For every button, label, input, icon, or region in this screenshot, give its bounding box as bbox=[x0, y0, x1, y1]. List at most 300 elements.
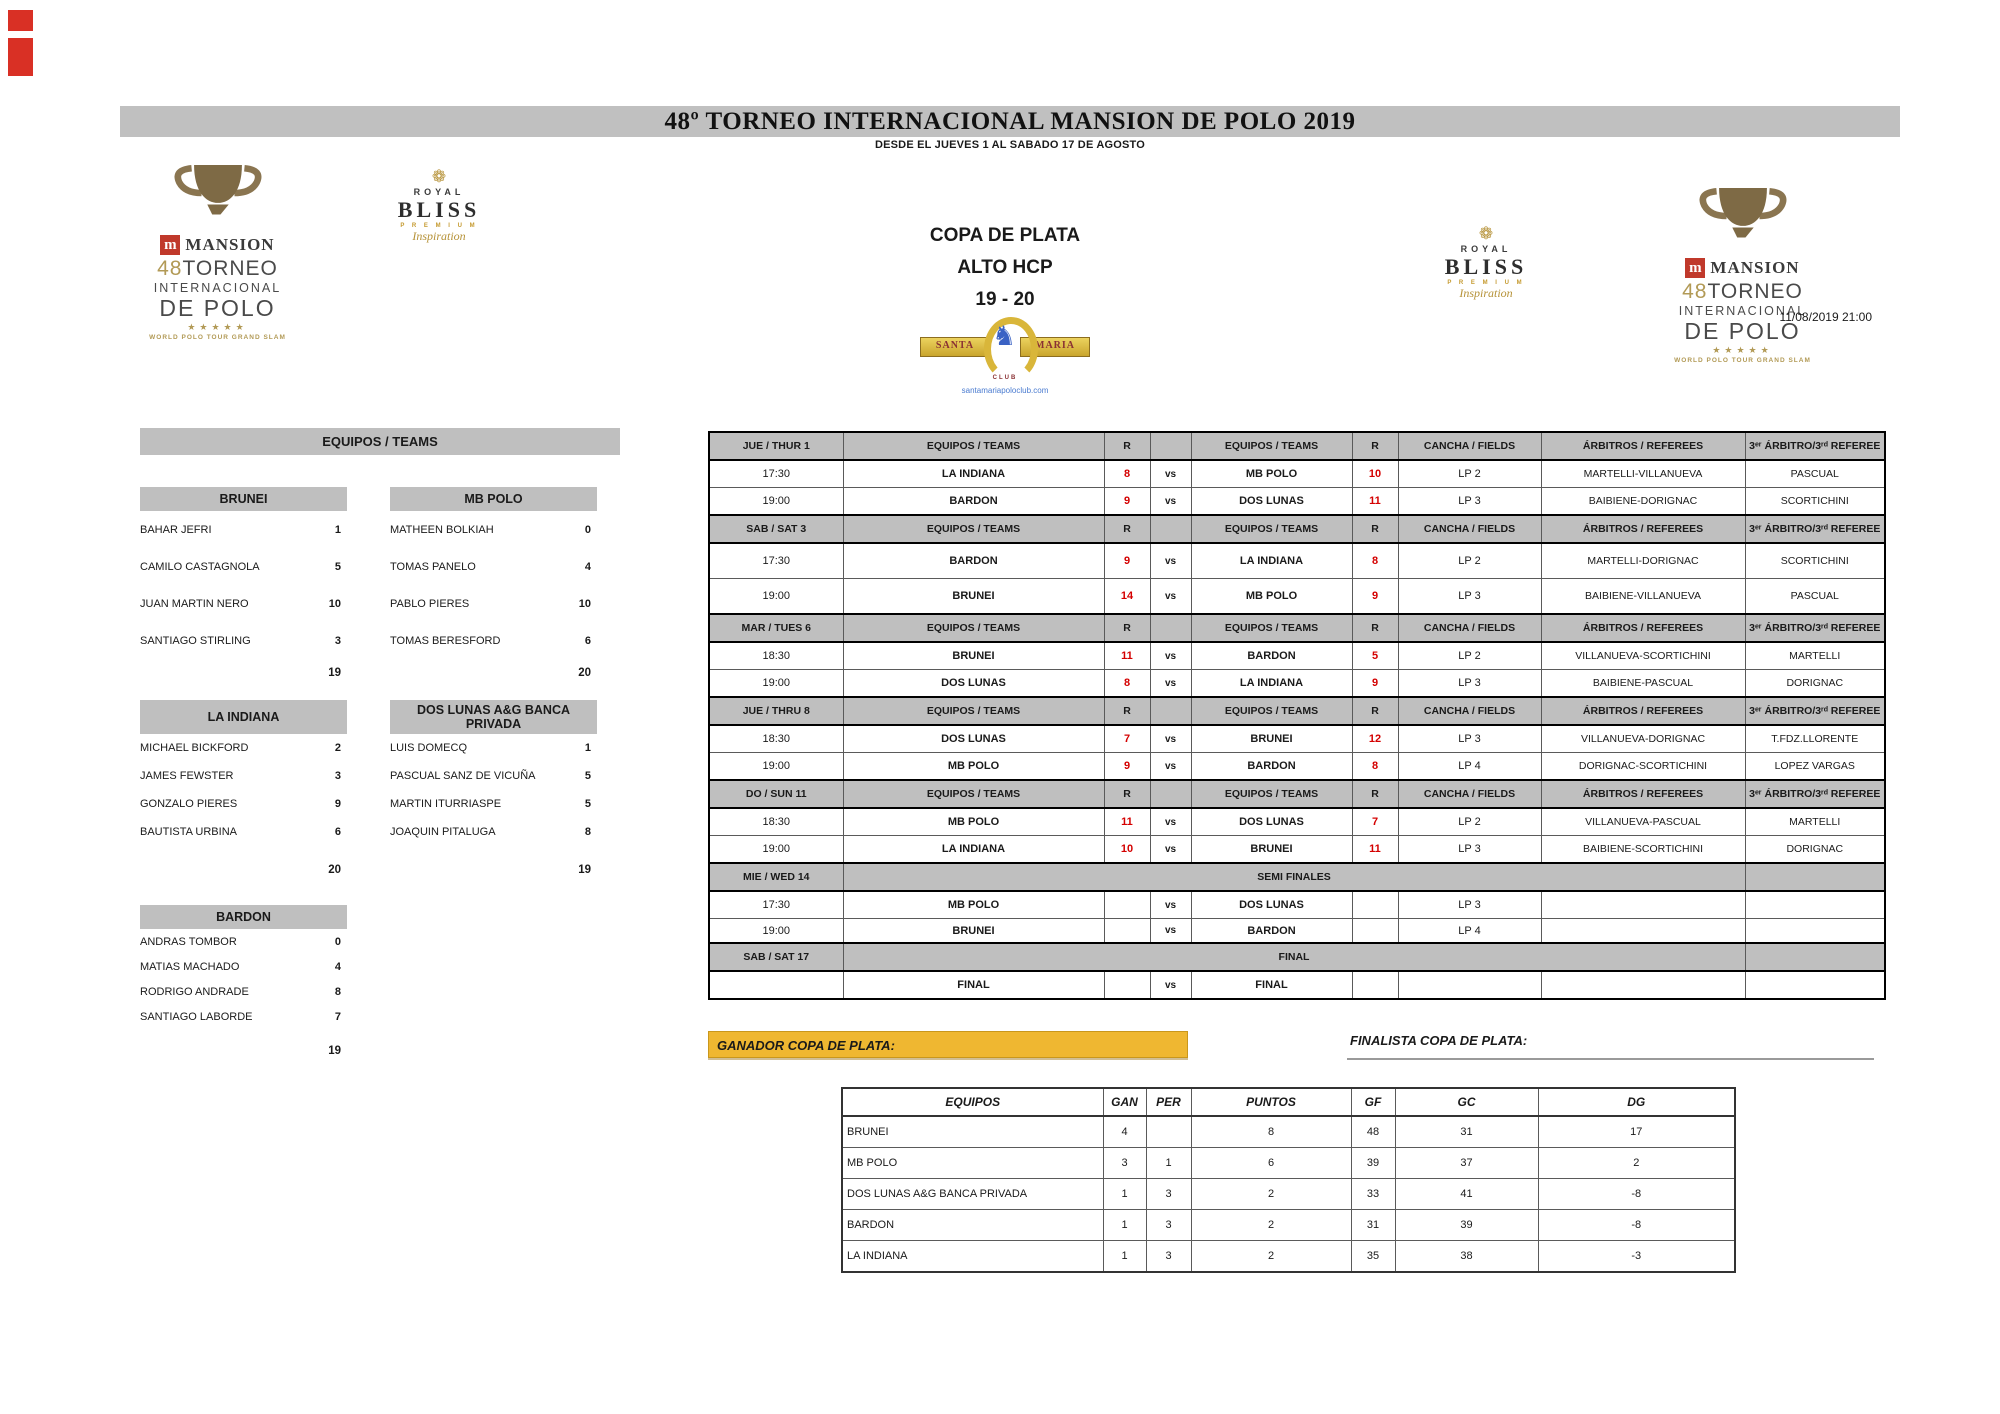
page-subtitle: DESDE EL JUEVES 1 AL SABADO 17 DE AGOSTO bbox=[874, 139, 1146, 151]
standings-value: 39 bbox=[1395, 1210, 1538, 1241]
phase-banner: FINAL bbox=[843, 943, 1745, 971]
mansion-wordmark: MANSION bbox=[185, 234, 275, 254]
day-label: DO / SUN 11 bbox=[709, 780, 843, 808]
premium-label: P R E M I U M bbox=[1447, 280, 1525, 287]
standings-value: 48 bbox=[1351, 1116, 1395, 1148]
player-row bbox=[390, 790, 597, 818]
player-handicap: 4 bbox=[334, 960, 341, 973]
player-row bbox=[140, 585, 347, 622]
away-score bbox=[1352, 971, 1398, 999]
standings-row bbox=[842, 1241, 1735, 1273]
vs-label: vs bbox=[1150, 579, 1191, 615]
player-name: PASCUAL SANZ DE VICUÑA bbox=[390, 770, 536, 782]
field bbox=[1398, 971, 1541, 999]
player-row bbox=[390, 548, 597, 585]
standings-header-cell: PER bbox=[1146, 1088, 1191, 1116]
field: LP 2 bbox=[1398, 642, 1541, 670]
referees: MARTELLI-DORIGNAC bbox=[1541, 543, 1745, 579]
team-header: MB POLO bbox=[390, 487, 597, 511]
player-row bbox=[140, 979, 347, 1004]
match-time: 17:30 bbox=[709, 460, 843, 488]
player-row bbox=[390, 762, 597, 790]
mansion-torneo: 48TORNEO bbox=[157, 256, 278, 280]
team-roster-la-indiana bbox=[140, 700, 347, 876]
home-score: 9 bbox=[1104, 488, 1150, 516]
standings-header-row bbox=[842, 1088, 1735, 1116]
field: LP 2 bbox=[1398, 460, 1541, 488]
col-fields: CANCHA / FIELDS bbox=[1398, 614, 1541, 642]
away-team: BRUNEI bbox=[1191, 836, 1352, 864]
event-heading bbox=[860, 222, 1150, 318]
home-score bbox=[1104, 919, 1150, 944]
away-score: 10 bbox=[1352, 460, 1398, 488]
referees bbox=[1541, 891, 1745, 919]
player-handicap: 10 bbox=[328, 597, 341, 610]
referees: MARTELLI-VILLANUEVA bbox=[1541, 460, 1745, 488]
home-score: 14 bbox=[1104, 579, 1150, 615]
team-total: 20 bbox=[328, 864, 341, 876]
home-score: 11 bbox=[1104, 642, 1150, 670]
team-total: 19 bbox=[328, 667, 341, 679]
team-header: LA INDIANA bbox=[140, 700, 347, 734]
standings-value: 3 bbox=[1146, 1241, 1191, 1273]
col-r: R bbox=[1104, 697, 1150, 725]
player-row bbox=[390, 585, 597, 622]
away-team: MB POLO bbox=[1191, 460, 1352, 488]
away-team: BARDON bbox=[1191, 919, 1352, 944]
player-name: PABLO PIERES bbox=[390, 597, 470, 610]
handicap-range: 19 - 20 bbox=[975, 289, 1035, 310]
away-score: 9 bbox=[1352, 579, 1398, 615]
home-team: BRUNEI bbox=[843, 642, 1104, 670]
mansion-de-polo: DE POLO bbox=[159, 294, 276, 321]
team-header: BARDON bbox=[140, 905, 347, 929]
referees: BAIBIENE-PASCUAL bbox=[1541, 670, 1745, 698]
vs-label: vs bbox=[1150, 460, 1191, 488]
away-score: 9 bbox=[1352, 670, 1398, 698]
standings-value: 2 bbox=[1191, 1210, 1351, 1241]
away-team: MB POLO bbox=[1191, 579, 1352, 615]
home-score: 8 bbox=[1104, 460, 1150, 488]
col-teams: EQUIPOS / TEAMS bbox=[843, 432, 1104, 460]
standings-team: LA INDIANA bbox=[842, 1241, 1103, 1273]
mansion-logo bbox=[1655, 183, 1830, 364]
flower-icon: ❁ bbox=[431, 167, 447, 186]
third-referee: MARTELLI bbox=[1745, 642, 1885, 670]
col-referees: ÁRBITROS / REFEREES bbox=[1541, 697, 1745, 725]
vs-label: vs bbox=[1150, 808, 1191, 836]
field: LP 2 bbox=[1398, 543, 1541, 579]
match-time: 18:30 bbox=[709, 808, 843, 836]
standings-value: 39 bbox=[1351, 1148, 1395, 1179]
player-handicap: 7 bbox=[334, 1010, 341, 1023]
home-team: LA INDIANA bbox=[843, 460, 1104, 488]
vs-label: vs bbox=[1150, 725, 1191, 753]
match-row bbox=[709, 460, 1885, 488]
day-label: MIE / WED 14 bbox=[709, 863, 843, 891]
referees: DORIGNAC-SCORTICHINI bbox=[1541, 753, 1745, 781]
teams-panel-header: EQUIPOS / TEAMS bbox=[140, 428, 620, 455]
home-score: 9 bbox=[1104, 543, 1150, 579]
third-referee: SCORTICHINI bbox=[1745, 488, 1885, 516]
match-time bbox=[709, 971, 843, 999]
referees: VILLANUEVA-DORIGNAC bbox=[1541, 725, 1745, 753]
third-referee: DORIGNAC bbox=[1745, 670, 1885, 698]
standings-header-cell: GC bbox=[1395, 1088, 1538, 1116]
col-vs bbox=[1150, 697, 1191, 725]
standings-value: 1 bbox=[1146, 1148, 1191, 1179]
finalista-underline bbox=[1347, 1058, 1874, 1060]
col-referees: ÁRBITROS / REFEREES bbox=[1541, 780, 1745, 808]
schedule-table bbox=[708, 431, 1886, 1000]
player-name: ANDRAS TOMBOR bbox=[140, 935, 237, 948]
home-team: BRUNEI bbox=[843, 919, 1104, 944]
home-score: 9 bbox=[1104, 753, 1150, 781]
red-corner-mark bbox=[8, 10, 33, 31]
third-referee bbox=[1745, 891, 1885, 919]
player-handicap: 0 bbox=[584, 523, 591, 536]
standings-header-cell: GF bbox=[1351, 1088, 1395, 1116]
home-score bbox=[1104, 891, 1150, 919]
phase-banner: SEMI FINALES bbox=[843, 863, 1745, 891]
player-row bbox=[140, 954, 347, 979]
standings-value: 2 bbox=[1191, 1241, 1351, 1273]
match-time: 18:30 bbox=[709, 642, 843, 670]
third-referee bbox=[1745, 971, 1885, 999]
player-handicap: 5 bbox=[334, 560, 341, 573]
standings-value: 1 bbox=[1103, 1241, 1146, 1273]
third-referee: PASCUAL bbox=[1745, 579, 1885, 615]
away-score: 8 bbox=[1352, 543, 1398, 579]
cup-name: COPA DE PLATA bbox=[929, 225, 1081, 246]
vs-label: vs bbox=[1150, 971, 1191, 999]
mansion-m-badge: m bbox=[1685, 258, 1705, 278]
col-teams: EQUIPOS / TEAMS bbox=[843, 697, 1104, 725]
standings-value: 35 bbox=[1351, 1241, 1395, 1273]
standings-value: 31 bbox=[1395, 1116, 1538, 1148]
standings-team: BARDON bbox=[842, 1210, 1103, 1241]
player-handicap: 9 bbox=[334, 798, 341, 810]
bliss-label: BLISS bbox=[397, 196, 481, 222]
match-row bbox=[709, 642, 1885, 670]
empty-cell bbox=[1745, 863, 1885, 891]
ganador-banner: GANADOR COPA DE PLATA: bbox=[708, 1031, 1188, 1058]
home-team: MB POLO bbox=[843, 753, 1104, 781]
away-score: 11 bbox=[1352, 488, 1398, 516]
away-score: 8 bbox=[1352, 753, 1398, 781]
away-team: BARDON bbox=[1191, 753, 1352, 781]
col-third-referee: 3ᵉʳ ÁRBITRO/3ʳᵈ REFEREE bbox=[1745, 432, 1885, 460]
player-handicap: 8 bbox=[334, 985, 341, 998]
player-handicap: 4 bbox=[584, 560, 591, 573]
flower-icon: ❁ bbox=[1478, 224, 1494, 243]
player-handicap: 1 bbox=[584, 742, 591, 754]
trophy-icon bbox=[168, 213, 268, 230]
col-r: R bbox=[1352, 780, 1398, 808]
player-row bbox=[140, 511, 347, 548]
standings-value: 4 bbox=[1103, 1116, 1146, 1148]
royal-label: ROYAL bbox=[1460, 244, 1512, 254]
santa-maria-logo bbox=[860, 315, 1150, 395]
player-name: RODRIGO ANDRADE bbox=[140, 985, 249, 998]
standings-value: -8 bbox=[1538, 1179, 1735, 1210]
standings-team: BRUNEI bbox=[842, 1116, 1103, 1148]
away-score: 5 bbox=[1352, 642, 1398, 670]
player-row bbox=[390, 622, 597, 659]
maria-banner: MARIA bbox=[1020, 337, 1090, 357]
third-referee bbox=[1745, 919, 1885, 944]
player-name: SANTIAGO LABORDE bbox=[140, 1010, 253, 1023]
vs-label: vs bbox=[1150, 543, 1191, 579]
home-team: BRUNEI bbox=[843, 579, 1104, 615]
col-fields: CANCHA / FIELDS bbox=[1398, 780, 1541, 808]
home-team: MB POLO bbox=[843, 891, 1104, 919]
field: LP 3 bbox=[1398, 488, 1541, 516]
player-handicap: 2 bbox=[334, 742, 341, 754]
col-teams: EQUIPOS / TEAMS bbox=[843, 515, 1104, 543]
away-team: LA INDIANA bbox=[1191, 543, 1352, 579]
day-header-row bbox=[709, 432, 1885, 460]
home-team: MB POLO bbox=[843, 808, 1104, 836]
standings-value: 8 bbox=[1191, 1116, 1351, 1148]
team-total: 19 bbox=[578, 864, 591, 876]
third-referee: LOPEZ VARGAS bbox=[1745, 753, 1885, 781]
home-score: 11 bbox=[1104, 808, 1150, 836]
day-label: JUE / THRU 8 bbox=[709, 697, 843, 725]
match-row bbox=[709, 891, 1885, 919]
player-name: LUIS DOMECQ bbox=[390, 742, 468, 754]
col-r: R bbox=[1104, 780, 1150, 808]
match-time: 19:00 bbox=[709, 836, 843, 864]
away-team: DOS LUNAS bbox=[1191, 808, 1352, 836]
club-url: santamariapoloclub.com bbox=[961, 386, 1049, 395]
player-handicap: 5 bbox=[584, 798, 591, 810]
mansion-tagline: WORLD POLO TOUR GRAND SLAM bbox=[149, 333, 286, 341]
player-name: MARTIN ITURRIASPE bbox=[390, 798, 502, 810]
team-total: 19 bbox=[328, 1045, 341, 1057]
field: LP 3 bbox=[1398, 579, 1541, 615]
player-handicap: 6 bbox=[334, 826, 341, 838]
standings-team: DOS LUNAS A&G BANCA PRIVADA bbox=[842, 1179, 1103, 1210]
home-team: LA INDIANA bbox=[843, 836, 1104, 864]
match-time: 19:00 bbox=[709, 488, 843, 516]
club-label: CLUB bbox=[992, 375, 1018, 381]
category: ALTO HCP bbox=[957, 257, 1053, 278]
col-teams: EQUIPOS / TEAMS bbox=[1191, 697, 1352, 725]
standings-header-cell: EQUIPOS bbox=[842, 1088, 1103, 1116]
field: LP 4 bbox=[1398, 753, 1541, 781]
third-referee: DORIGNAC bbox=[1745, 836, 1885, 864]
player-row bbox=[390, 818, 597, 846]
player-name: JAMES FEWSTER bbox=[140, 770, 234, 782]
day-label: SAB / SAT 3 bbox=[709, 515, 843, 543]
player-handicap: 0 bbox=[334, 935, 341, 948]
col-fields: CANCHA / FIELDS bbox=[1398, 515, 1541, 543]
trophy-icon bbox=[1693, 236, 1793, 253]
player-handicap: 1 bbox=[334, 523, 341, 536]
referees: BAIBIENE-SCORTICHINI bbox=[1541, 836, 1745, 864]
away-team: BRUNEI bbox=[1191, 725, 1352, 753]
third-referee: SCORTICHINI bbox=[1745, 543, 1885, 579]
match-time: 19:00 bbox=[709, 919, 843, 944]
day-header-row bbox=[709, 614, 1885, 642]
player-name: MATIAS MACHADO bbox=[140, 960, 240, 973]
match-row bbox=[709, 808, 1885, 836]
field: LP 3 bbox=[1398, 725, 1541, 753]
col-r: R bbox=[1352, 432, 1398, 460]
player-row bbox=[140, 1004, 347, 1029]
col-r: R bbox=[1352, 697, 1398, 725]
col-vs bbox=[1150, 515, 1191, 543]
mansion-torneo: 48TORNEO bbox=[1682, 279, 1803, 303]
team-roster-brunei bbox=[140, 487, 347, 679]
player-handicap: 3 bbox=[334, 634, 341, 647]
standings-value: 3 bbox=[1103, 1148, 1146, 1179]
generated-timestamp: 11/08/2019 21:00 bbox=[1779, 310, 1872, 324]
player-row bbox=[140, 929, 347, 954]
col-referees: ÁRBITROS / REFEREES bbox=[1541, 515, 1745, 543]
team-header: DOS LUNAS A&G BANCA PRIVADA bbox=[390, 700, 597, 734]
col-third-referee: 3ᵉʳ ÁRBITRO/3ʳᵈ REFEREE bbox=[1745, 780, 1885, 808]
player-row bbox=[140, 790, 347, 818]
finalista-label: FINALISTA COPA DE PLATA: bbox=[1350, 1033, 1528, 1048]
col-vs bbox=[1150, 432, 1191, 460]
player-handicap: 3 bbox=[334, 770, 341, 782]
player-row bbox=[390, 734, 597, 762]
day-label: JUE / THUR 1 bbox=[709, 432, 843, 460]
player-name: CAMILO CASTAGNOLA bbox=[140, 560, 260, 573]
mansion-wordmark: MANSION bbox=[1710, 257, 1800, 277]
team-roster-mb-polo bbox=[390, 487, 597, 679]
standings-header-cell: DG bbox=[1538, 1088, 1735, 1116]
third-referee: T.FDZ.LLORENTE bbox=[1745, 725, 1885, 753]
referees: BAIBIENE-DORIGNAC bbox=[1541, 488, 1745, 516]
match-time: 17:30 bbox=[709, 543, 843, 579]
player-handicap: 6 bbox=[584, 634, 591, 647]
match-time: 18:30 bbox=[709, 725, 843, 753]
standings-value: -3 bbox=[1538, 1241, 1735, 1273]
player-row bbox=[390, 511, 597, 548]
vs-label: vs bbox=[1150, 642, 1191, 670]
col-teams: EQUIPOS / TEAMS bbox=[843, 614, 1104, 642]
col-r: R bbox=[1104, 515, 1150, 543]
player-name: SANTIAGO STIRLING bbox=[140, 634, 251, 647]
standings-table bbox=[841, 1087, 1736, 1273]
referees: VILLANUEVA-SCORTICHINI bbox=[1541, 642, 1745, 670]
vs-label: vs bbox=[1150, 753, 1191, 781]
col-vs bbox=[1150, 780, 1191, 808]
away-team: DOS LUNAS bbox=[1191, 891, 1352, 919]
player-name: BAUTISTA URBINA bbox=[140, 826, 237, 838]
premium-label: P R E M I U M bbox=[400, 223, 478, 230]
standings-value: 31 bbox=[1351, 1210, 1395, 1241]
col-third-referee: 3ᵉʳ ÁRBITRO/3ʳᵈ REFEREE bbox=[1745, 614, 1885, 642]
standings-value: 3 bbox=[1146, 1179, 1191, 1210]
mansion-m-badge: m bbox=[160, 235, 180, 255]
vs-label: vs bbox=[1150, 891, 1191, 919]
home-team: DOS LUNAS bbox=[843, 725, 1104, 753]
standings-row bbox=[842, 1116, 1735, 1148]
day-header-row bbox=[709, 515, 1885, 543]
standings-row bbox=[842, 1210, 1735, 1241]
day-header-row bbox=[709, 697, 1885, 725]
standings-value: -8 bbox=[1538, 1210, 1735, 1241]
away-team: BARDON bbox=[1191, 642, 1352, 670]
mansion-internacional: INTERNACIONAL bbox=[153, 280, 282, 295]
team-header: BRUNEI bbox=[140, 487, 347, 511]
away-score: 11 bbox=[1352, 836, 1398, 864]
match-row bbox=[709, 753, 1885, 781]
standings-value: 41 bbox=[1395, 1179, 1538, 1210]
royal-bliss-logo bbox=[1430, 225, 1542, 300]
vs-label: vs bbox=[1150, 488, 1191, 516]
standings-value: 37 bbox=[1395, 1148, 1538, 1179]
standings-value bbox=[1146, 1116, 1191, 1148]
match-time: 17:30 bbox=[709, 891, 843, 919]
day-header-row bbox=[709, 943, 1885, 971]
match-row bbox=[709, 919, 1885, 944]
away-team: LA INDIANA bbox=[1191, 670, 1352, 698]
standings-row bbox=[842, 1179, 1735, 1210]
match-time: 19:00 bbox=[709, 753, 843, 781]
empty-cell bbox=[1745, 943, 1885, 971]
player-name: TOMAS BERESFORD bbox=[390, 634, 501, 647]
referees: VILLANUEVA-PASCUAL bbox=[1541, 808, 1745, 836]
col-teams: EQUIPOS / TEAMS bbox=[843, 780, 1104, 808]
player-handicap: 5 bbox=[584, 770, 591, 782]
home-team: FINAL bbox=[843, 971, 1104, 999]
standings-value: 38 bbox=[1395, 1241, 1538, 1273]
away-score bbox=[1352, 891, 1398, 919]
standings-value: 1 bbox=[1103, 1210, 1146, 1241]
player-row bbox=[140, 622, 347, 659]
col-fields: CANCHA / FIELDS bbox=[1398, 432, 1541, 460]
player-name: BAHAR JEFRI bbox=[140, 523, 212, 536]
referees: BAIBIENE-VILLANUEVA bbox=[1541, 579, 1745, 615]
match-time: 19:00 bbox=[709, 670, 843, 698]
match-row bbox=[709, 579, 1885, 615]
third-referee: MARTELLI bbox=[1745, 808, 1885, 836]
away-team: FINAL bbox=[1191, 971, 1352, 999]
polo-player-icon: ♞ bbox=[992, 321, 1017, 351]
field: LP 4 bbox=[1398, 919, 1541, 944]
player-row bbox=[140, 762, 347, 790]
col-vs bbox=[1150, 614, 1191, 642]
away-score: 7 bbox=[1352, 808, 1398, 836]
standings-value: 2 bbox=[1538, 1148, 1735, 1179]
field: LP 2 bbox=[1398, 808, 1541, 836]
royal-label: ROYAL bbox=[413, 187, 465, 197]
bliss-label: BLISS bbox=[1444, 253, 1528, 279]
referees bbox=[1541, 919, 1745, 944]
team-roster-dos-lunas bbox=[390, 700, 597, 876]
mansion-de-polo: DE POLO bbox=[1684, 317, 1801, 344]
standings-value: 3 bbox=[1146, 1210, 1191, 1241]
standings-header-cell: PUNTOS bbox=[1191, 1088, 1351, 1116]
referees bbox=[1541, 971, 1745, 999]
away-team: DOS LUNAS bbox=[1191, 488, 1352, 516]
player-name: JOAQUIN PITALUGA bbox=[390, 826, 496, 838]
player-handicap: 8 bbox=[584, 826, 591, 838]
vs-label: vs bbox=[1150, 670, 1191, 698]
third-referee: PASCUAL bbox=[1745, 460, 1885, 488]
col-fields: CANCHA / FIELDS bbox=[1398, 697, 1541, 725]
field: LP 3 bbox=[1398, 836, 1541, 864]
col-third-referee: 3ᵉʳ ÁRBITRO/3ʳᵈ REFEREE bbox=[1745, 515, 1885, 543]
player-row bbox=[140, 548, 347, 585]
col-r: R bbox=[1104, 614, 1150, 642]
field: LP 3 bbox=[1398, 670, 1541, 698]
